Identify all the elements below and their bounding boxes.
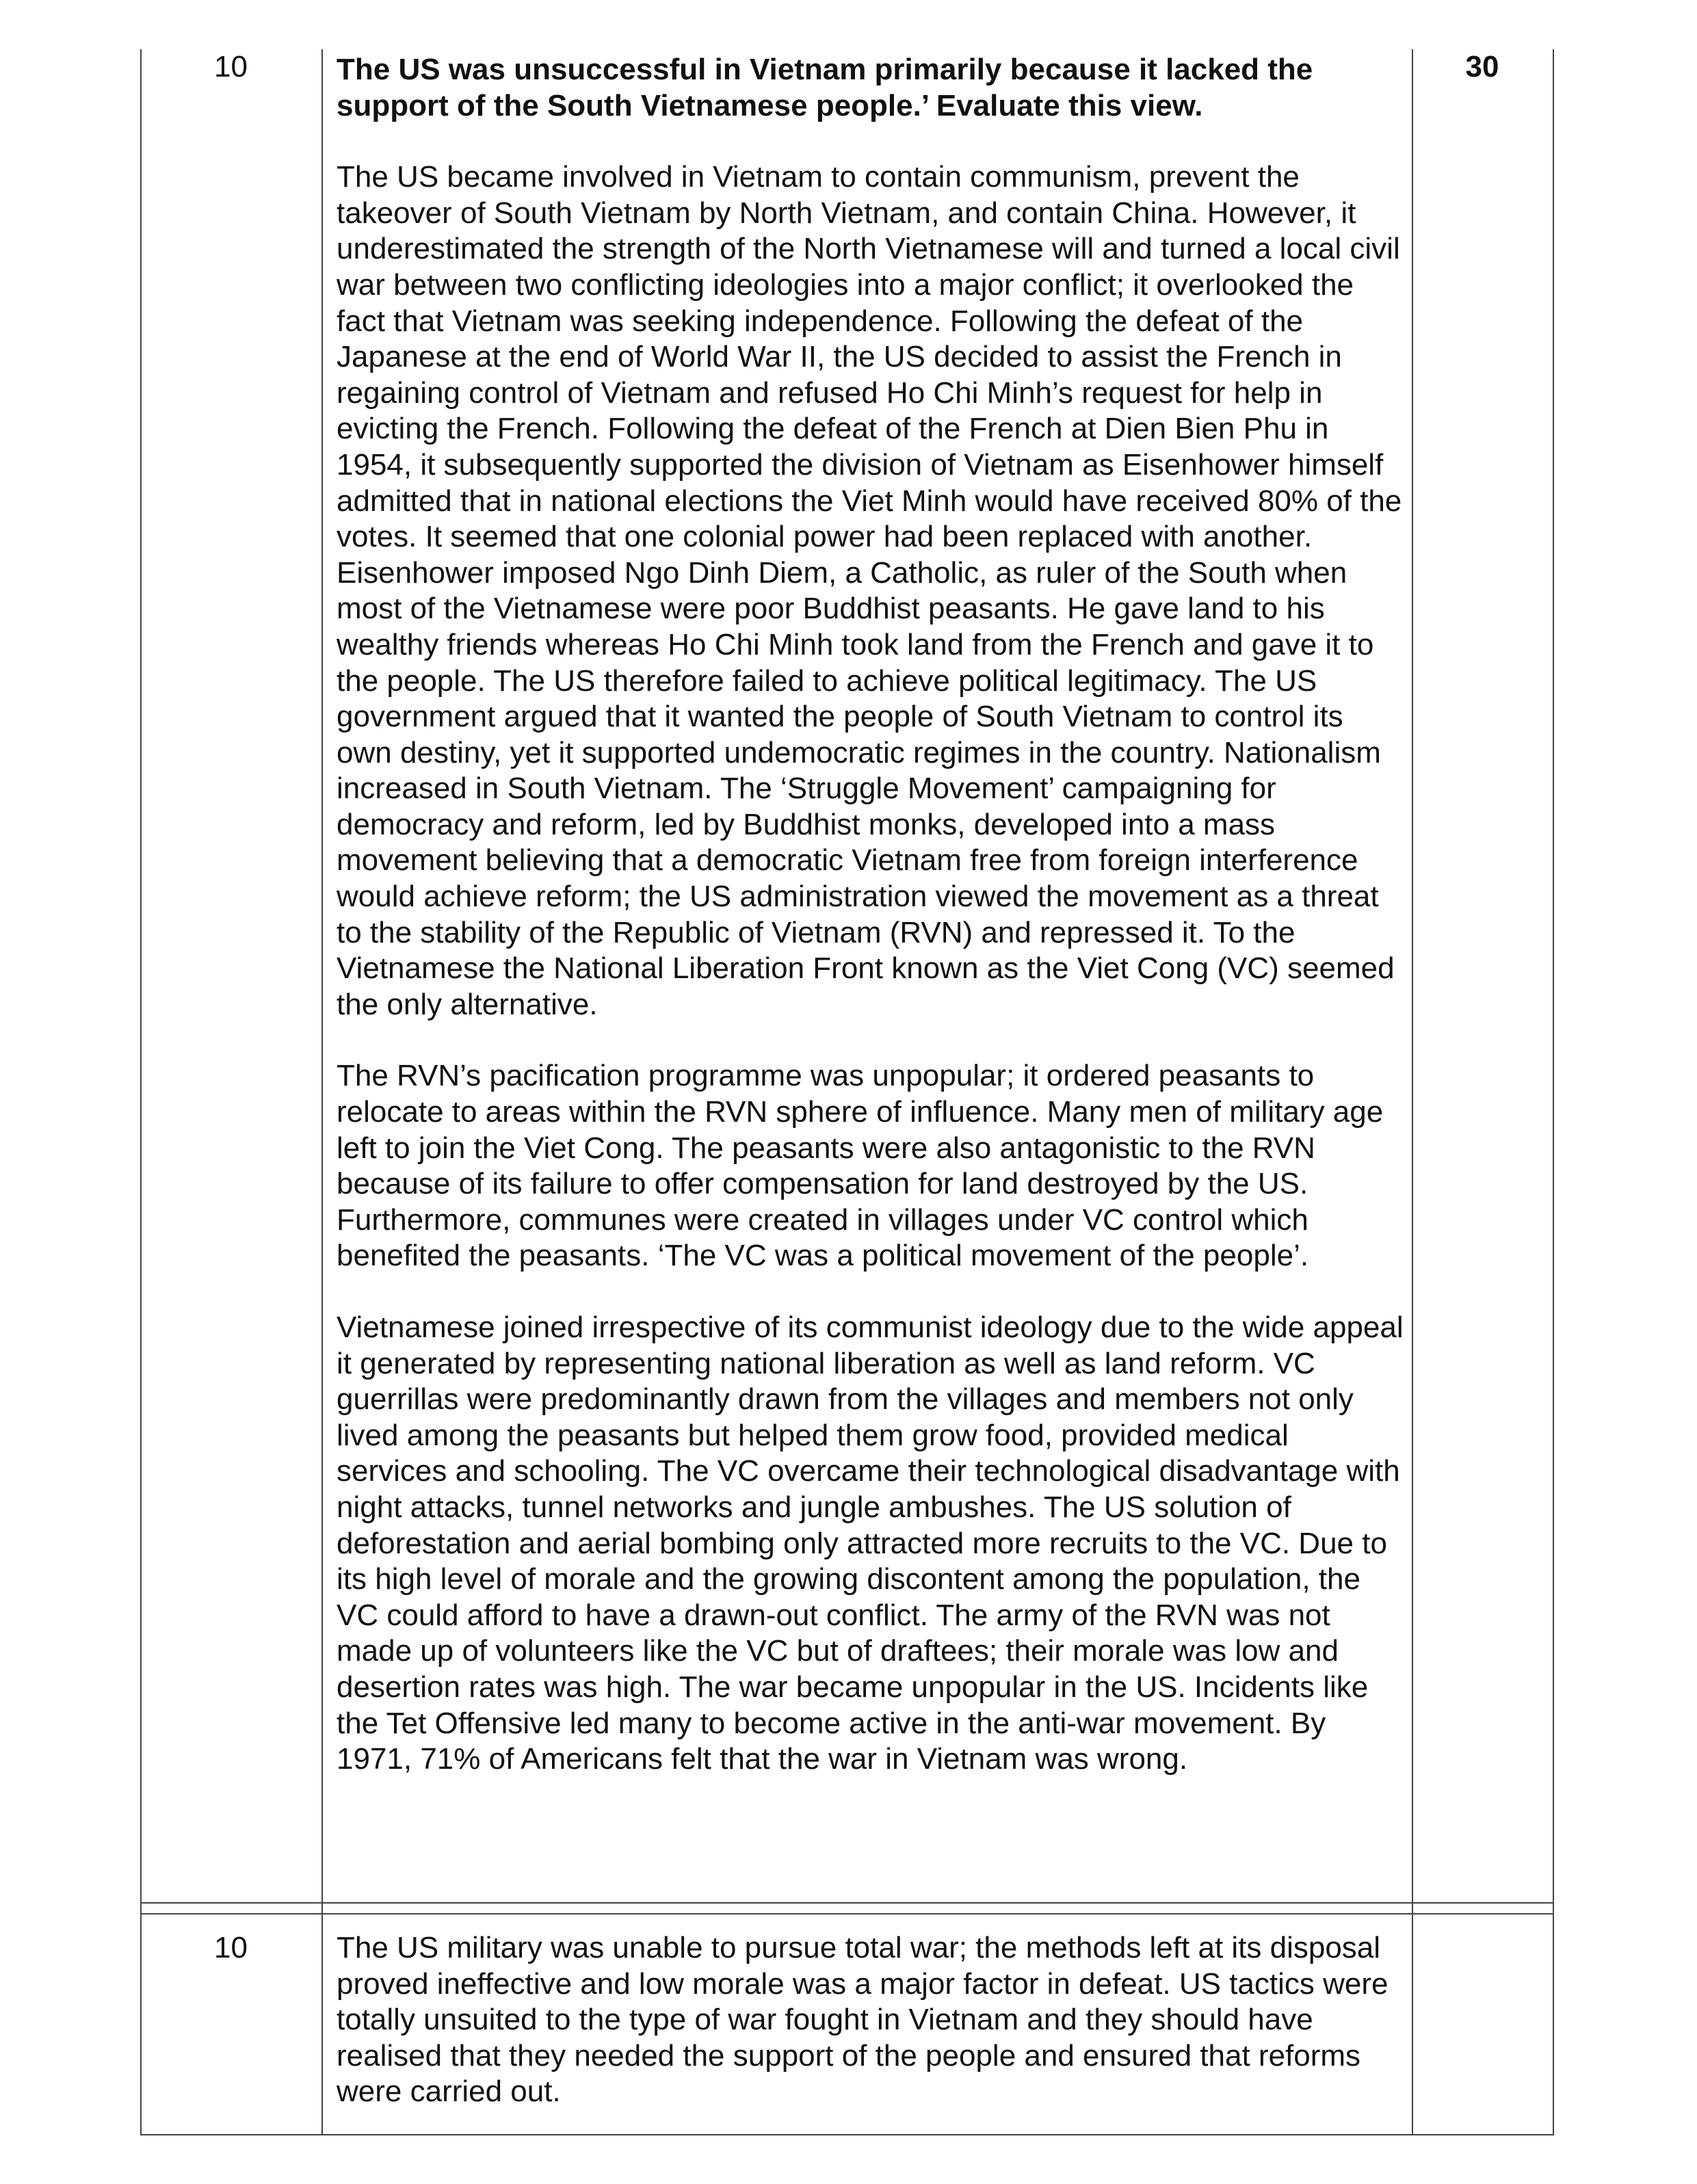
row-separator-top — [140, 1902, 1554, 1904]
question-number: 10 — [214, 50, 248, 83]
answer-paragraph: Vietnamese joined irrespective of its communist ideology due to the wide appeal it generated by representing national liberation as well as land reform. VC guerrillas were predominantly drawn from the villages and members not only lived among the peasants but helped them grow food, provided medical services and schooling. The VC overcame their technological disadvantage with night attacks, tunnel networks and jungle ambushes. The US solution of deforestation and aerial bombing only attracted more recruits to the VC. Due to its high level of morale and the growing discontent among the population, the VC could afford to have a drawn-out conflict. The army of the RVN was not made up of volunteers like the VC but of draftees; their morale was low and desertion rates was high. The war became unpopular in the US. Incidents like the Tet Offensive led many to become active in the anti-war movement. By 1971, 71% of Americans felt that the war in Vietnam was wrong. — [337, 1311, 1404, 1776]
row-separator-bottom — [140, 1913, 1554, 1915]
table-border-right — [1553, 49, 1554, 2135]
answer-paragraph: The RVN’s pacification programme was unpopular; it ordered peasants to relocate to areas within the RVN sphere of influence. Many men of military age left to join the Viet Cong. The peasants were also antagonistic to the RVN because of its failure to offer compensation for land destroyed by the US. Furthermore, communes were created in villages under VC control which benefited the peasants. ‘The VC was a political movement of the people’. — [337, 1059, 1384, 1273]
answer-block — [337, 1930, 1404, 2110]
question-number: 10 — [214, 1931, 248, 1964]
answer-paragraph: The US military was unable to pursue total war; the methods left at its disposal proved ineffective and low morale was a major factor in defeat. US tactics were totally unsuited to the type of war fought in Vietnam and they should have realised that they needed the support of the people and ensured that reforms were carried out. — [337, 1931, 1389, 2109]
answer-paragraph: The US became involved in Vietnam to contain communism, prevent the takeover of South Vietnam by North Vietnam, and contain China. However, it underestimated the strength of the North Vietnamese will and turned a local civil war between two conflicting ideologies into a major conflict; it overlooked the fact that Vietnam was seeking independence. Following the defeat of the Japanese at the end of World War II, the US decided to assist the French in regaining control of Vietnam and refused Ho Chi Minh’s request for help in evicting the French. Following the defeat of the French at Dien Bien Phu in 1954, it subsequently supported the division of Vietnam as Eisenhower himself admitted that in national elections the Viet Minh would have received 80% of the votes. It seemed that one colonial power had been replaced with another. Eisenhower imposed Ngo Dinh Diem, a Catholic, as ruler of the South when most of the Vietnamese were poor Buddhist peasants. He gave land to his wealthy friends whereas Ho Chi Minh took land from the French and gave it to the people. The US therefore failed to achieve political legitimacy. The US government argued that it wanted the people of South Vietnam to control its own destiny, yet it supported undemocratic regimes in the country. Nationalism increased in South Vietnam. The ‘Struggle Movement’ campaigning for democracy and reform, led by Buddhist monks, developed into a mass movement believing that a democratic Vietnam free from foreign interference would achieve reform; the US administration viewed the movement as a threat to the stability of the Republic of Vietnam (RVN) and repressed it. To the Vietnamese the National Liberation Front known as the Viet Cong (VC) seemed the only alternative. — [337, 160, 1402, 1021]
table-border-left — [140, 49, 142, 2135]
column-divider-marks — [1412, 49, 1413, 2135]
table-border-bottom — [140, 2134, 1554, 2135]
marks-value: 30 — [1465, 50, 1499, 83]
answer-block — [337, 52, 1404, 1778]
question-title: The US was unsuccessful in Vietnam primarily because it lacked the support of the South Vietnamese people.’ Evaluate this view. — [337, 53, 1313, 122]
column-divider-number — [321, 49, 323, 2135]
